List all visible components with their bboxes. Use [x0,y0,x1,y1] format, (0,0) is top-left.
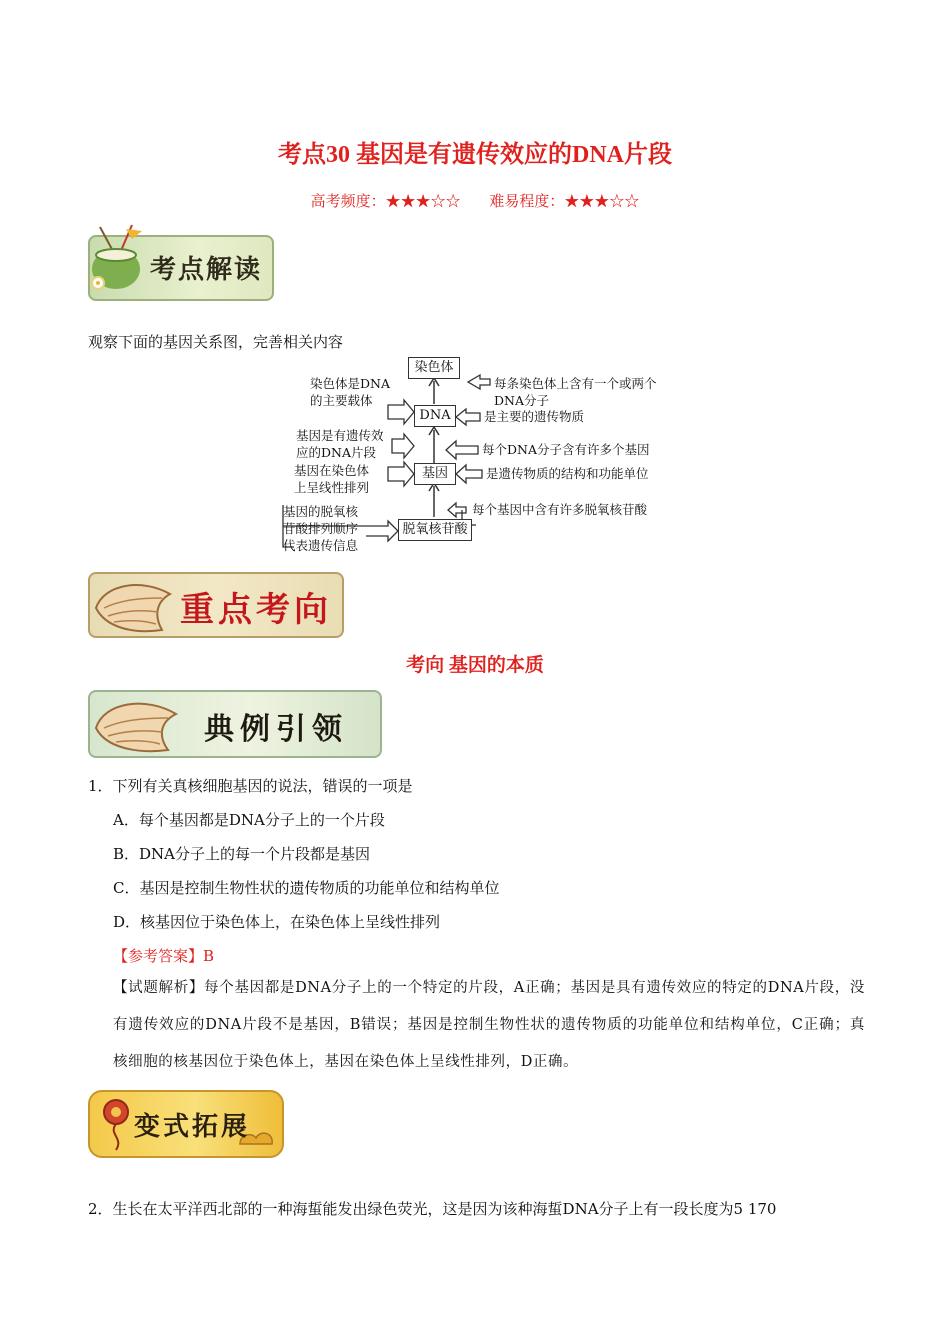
right-note-2: 是主要的遗传物质 [484,409,585,424]
left-note-1a: 染色体是DNA [310,376,390,391]
flower-knot-icon [94,1094,138,1154]
left-note-3b: 上呈线性排列 [294,480,370,495]
left-note-2a: 基因是有遗传效 [296,428,384,443]
question-1-stem: 1．下列有关真核细胞基因的说法，错误的一项是 [88,777,413,795]
interpretation-banner-label: 考点解读 [150,255,263,285]
example-banner [88,690,382,758]
left-note-4a: 基因的脱氧核 [283,504,359,519]
right-note-1b: DNA分子 [494,393,549,408]
frequency-rating: 高考频度：★★★☆☆ [310,192,461,210]
gene-relationship-diagram [280,355,670,555]
focus-banner [88,572,344,638]
right-note-4: 是遗传物质的结构和功能单位 [486,466,649,481]
question-1-option-a: A．每个基因都是DNA分子上的一个片段 [113,811,385,829]
question-1-option-b: B．DNA分子上的每一个片段都是基因 [113,845,371,863]
interpretation-banner [88,235,274,301]
left-note-4c: 代表遗传信息 [283,538,359,553]
left-note-1b: 的主要载体 [310,393,373,408]
variation-banner-label: 变式拓展 [134,1112,251,1142]
question-1-option-d: D．核基因位于染色体上，在染色体上呈线性排列 [113,913,441,931]
gene-box: 基因 [414,463,456,485]
answer-line [113,945,214,966]
difficulty-rating: 难易程度：★★★☆☆ [489,192,640,210]
page-title: 考点30 基因是有遗传效应的DNA片段 [278,142,672,168]
explanation [113,970,865,1081]
right-note-1a: 每条染色体上含有一个或两个 [494,376,657,391]
answer-label: 【参考答案】 [113,947,204,965]
question-2-stem: 2．生长在太平洋西北部的一种海蜇能发出绿色荧光，这是因为该种海蜇DNA分子上有一段长度为5 170 [88,1200,777,1218]
chromosome-box: 染色体 [408,357,460,379]
question-1-option-c: C．基因是控制生物性状的遗传物质的功能单位和结构单位 [113,879,500,897]
dna-box: DNA [414,405,456,427]
seashell-icon [90,694,180,756]
left-note-3a: 基因在染色体 [294,463,370,478]
explanation-text: 每个基因都是DNA分子上的一个特定的片段，A正确；基因是具有遗传效应的特定的DNA片段，没有遗传效应的DNA片段不是基因，B错误；基因是控制生物性状的遗传物质的功能单位和结构单位，C正确；真核细胞的核基因位于染色体上，基因在染色体上呈线性排列，D正确。 [113,980,865,1070]
explanation-label: 【试题解析】 [113,980,205,996]
right-note-3: 每个DNA分子含有许多个基因 [482,442,650,457]
section-heading: 考向 基因的本质 [406,655,544,676]
intro-text: 观察下面的基因关系图，完善相关内容 [88,333,344,351]
left-note-4b: 苷酸排列顺序 [283,521,359,536]
answer-value: B [203,947,215,965]
example-banner-label: 典例引领 [204,712,348,747]
right-note-5: 每个基因中含有许多脱氧核苷酸 [472,502,648,517]
left-note-2b: 应的DNA片段 [296,445,376,460]
rating-line [0,190,950,211]
focus-banner-label: 重点考向 [180,590,332,630]
coconut-drink-icon [86,223,146,293]
nucleotide-box: 脱氧核苷酸 [398,519,472,541]
variation-banner [88,1090,284,1158]
seashell-icon [90,576,174,636]
